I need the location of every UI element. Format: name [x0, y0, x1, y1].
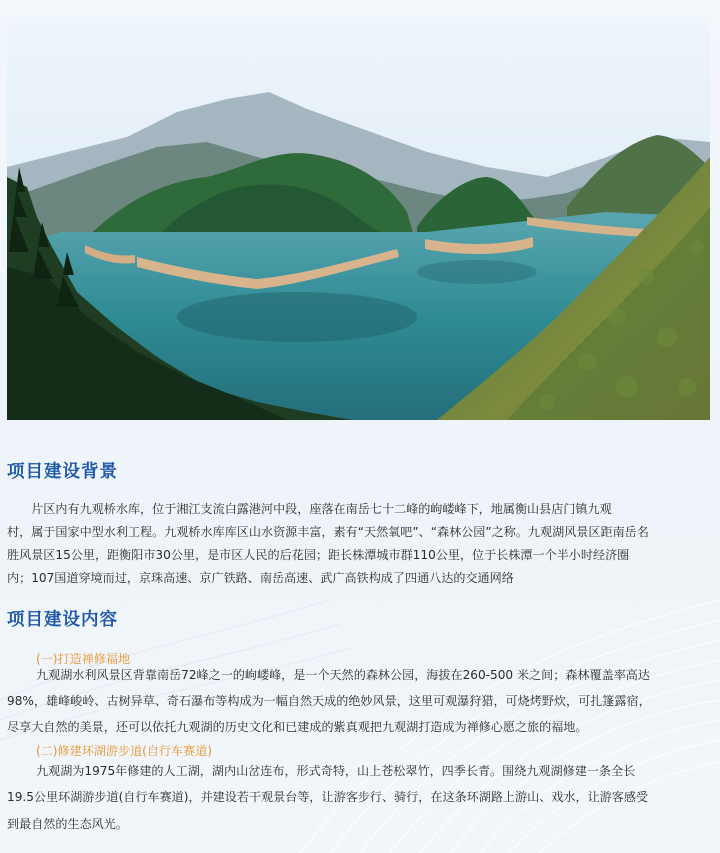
subsection-1-line-2: 98%，雄峰峻岭、古树异草、奇石瀑布等构成为一幅自然天成的绝妙风景，这里可观瀑狩猎，可烧烤野炊，可扎篷露宿，	[7, 694, 651, 708]
section-background-line-4: 内；107国道穿境而过，京珠高速、京广铁路、南岳高速、武广高铁构成了四通八达的交通网络	[7, 571, 514, 585]
section-title-background: 项目建设背景	[7, 462, 118, 482]
subsection-2-line-3: 到最自然的生态风光。	[7, 817, 128, 831]
section-background-line-3: 胜风景区15公里，距衡阳市30公里，是市区人民的后花园；距长株潭城市群110公里，位于长株潭一个半小时经济圈	[7, 548, 630, 562]
subsection-2-line-2: 19.5公里环湖游步道(自行车赛道)，并建设若干观景台等，让游客步行、骑行，在这条环湖路上游山、戏水，让游客感受	[7, 790, 649, 804]
subsection-2-line-1: 九观湖为1975年修建的人工湖，湖内山岔连布，形式奇特，山上苍松翠竹，四季长青。围绕九观湖修建一条全长	[36, 764, 636, 778]
section-background-line-2: 村，属于国家中型水利工程。九观桥水库库区山水资源丰富，素有“天然氧吧”、“森林公园”之称。九观湖风景区距南岳名	[7, 525, 649, 539]
subsection-1-line-1: 九观湖水利风景区背靠南岳72峰之一的岣嵝峰，是一个天然的森林公园，海拔在260-500 米之间；森林覆盖率高达	[36, 668, 650, 682]
section-background-line-1: 片区内有九观桥水库，位于湘江支流白露港河中段，座落在南岳七十二峰的岣嵝峰下，地属衡山县店门镇九观	[7, 502, 612, 516]
subsection-1-line-3: 尽享大自然的美景，还可以依托九观湖的历史文化和已建成的紫真观把九观湖打造成为禅修心愿之旅的福地。	[7, 720, 588, 734]
hero-landscape-photo	[7, 17, 710, 420]
subsection-title-2: (二)修建环湖游步道(自行车赛道)	[36, 744, 213, 758]
subsection-title-1: (一)打造禅修福地	[36, 652, 131, 666]
lake-landscape-photo-icon	[7, 17, 710, 420]
section-title-content: 项目建设内容	[7, 610, 118, 630]
